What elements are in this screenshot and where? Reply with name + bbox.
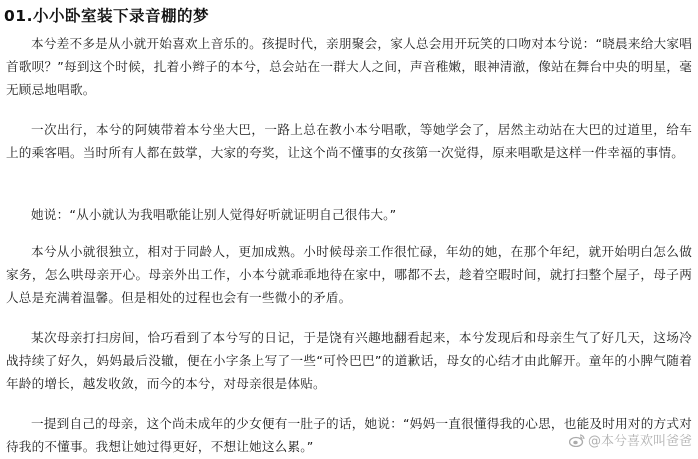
paragraph: 某次母亲打扫房间，恰巧看到了本兮写的日记，于是饶有兴趣地翻看起来，本兮发现后和母亲生气了好几天，这场冷战持续了好久，妈妈最后没辙，便在小字条上写了一些“可怜巴巴”的道歉话，母女的心结才由此解开。童年的小脾气随着年龄的增长，越发收敛，而今的本兮，对母亲很是体贴。 (6, 330, 692, 391)
paragraph: 她说：“从小就认为我唱歌能让别人觉得好听就证明自己很伟大。” (31, 207, 397, 222)
paragraph: 本兮从小就很独立，相对于同龄人，更加成熟。小时候母亲工作很忙碌，年幼的她，在那个年纪，就开始明白怎么做家务，怎么哄母亲开心。母亲外出工作，小本兮就乖乖地待在家中，哪都不去，趁着空暇时间，就打扫整个屋子，母子两人总是充满着温馨。但是相处的过程也会有一些微小的矛盾。 (6, 244, 692, 305)
watermark (569, 430, 692, 449)
paragraph: 本兮差不多是从小就开始喜欢上音乐的。孩提时代，亲朋聚会，家人总会用开玩笑的口吻对本兮说：“晓晨来给大家唱首歌呗？”每到这个时候，扎着小辫子的本兮，总会站在一群大人之间，声音稚嫩，眼神清澈，像站在舞台中央的明星，毫无顾忌地唱歌。 (6, 36, 692, 97)
article-title: 01.小小卧室装下录音棚的梦 (4, 7, 209, 25)
watermark-text: @本兮喜欢叫爸爸 (587, 434, 692, 449)
paragraph: 一提到自己的母亲，这个尚未成年的少女便有一肚子的话，她说：“妈妈一直很懂得我的心思，也能及时用对的方式对待我的不懂事。我想让她过得更好，不想让她这么累。” (6, 416, 692, 454)
weibo-icon (569, 433, 585, 447)
paragraph: 一次出行，本兮的阿姨带着本兮坐大巴，一路上总在教小本兮唱歌，等她学会了，居然主动站在大巴的过道里，给车上的乘客唱。当时所有人都在鼓掌，大家的夸奖，让这个尚不懂事的女孩第一次觉得，原来唱歌是这样一件幸福的事情。 (6, 122, 692, 160)
